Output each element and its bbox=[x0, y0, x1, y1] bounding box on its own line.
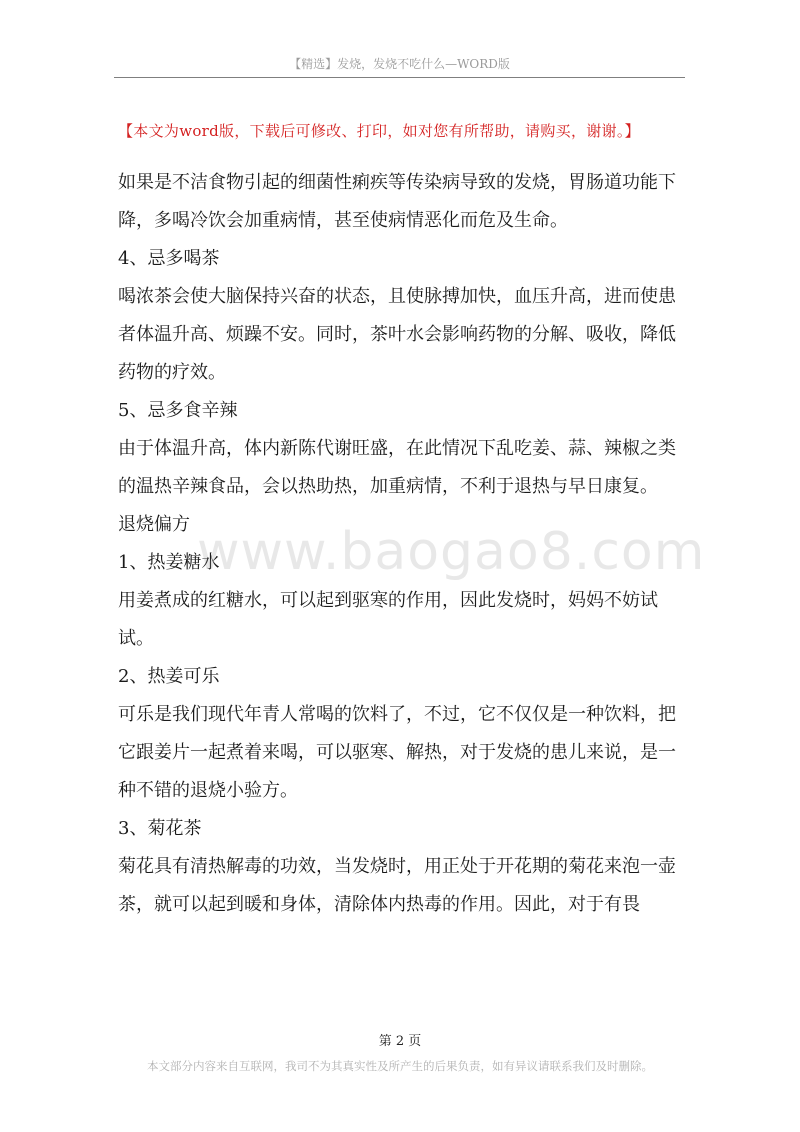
heading-fever-remedies: 退烧偏方 bbox=[118, 514, 190, 535]
heading-avoid-spicy: 5、忌多食辛辣 bbox=[118, 400, 238, 421]
paragraph-ginger-sugar-water: 用姜煮成的红糖水，可以起到驱寒的作用，因此发烧时，妈妈不妨试试。 bbox=[118, 590, 658, 649]
watermark: www.baogao8.com bbox=[197, 522, 706, 582]
paragraph-cold-drinks: 如果是不洁食物引起的细菌性痢疾等传染病导致的发烧，胃肠道功能下降，多喝冷饮会加重病情，甚至使病情恶化而危及生命。 bbox=[118, 172, 676, 231]
heading-ginger-sugar-water: 1、热姜糖水 bbox=[118, 552, 220, 573]
page-number: 第 2 页 bbox=[378, 1034, 422, 1049]
heading-avoid-tea: 4、忌多喝茶 bbox=[118, 248, 220, 269]
page-header: 【精选】发烧，发烧不吃什么—WORD版 bbox=[114, 55, 685, 78]
heading-chrysanthemum-tea: 3、菊花茶 bbox=[118, 818, 202, 839]
paragraph-strong-tea: 喝浓茶会使大脑保持兴奋的状态，且使脉搏加快，血压升高，进而使患者体温升高、烦躁不安。同时，茶叶水会影响药物的分解、吸收，降低药物的疗效。 bbox=[118, 286, 676, 383]
download-notice: 【本文为word版，下载后可修改、打印，如对您有所帮助，请购买，谢谢。】 bbox=[118, 122, 640, 140]
paragraph-chrysanthemum-tea: 菊花具有清热解毒的功效，当发烧时，用正处于开花期的菊花来泡一壶茶，就可以起到暖和身体，清除体内热毒的作用。因此，对于有畏 bbox=[118, 856, 676, 915]
heading-ginger-cola: 2、热姜可乐 bbox=[118, 666, 220, 687]
paragraph-ginger-cola: 可乐是我们现代年青人常喝的饮料了，不过，它不仅仅是一种饮料，把它跟姜片一起煮着来喝，可以驱寒、解热，对于发烧的患儿来说，是一种不错的退烧小验方。 bbox=[118, 704, 676, 801]
footer-disclaimer: 本文部分内容来自互联网，我司不为其真实性及所产生的后果负责，如有异议请联系我们及时删除。 bbox=[147, 1059, 653, 1073]
paragraph-spicy-food: 由于体温升高，体内新陈代谢旺盛，在此情况下乱吃姜、蒜、辣椒之类的温热辛辣食品，会以热助热，加重病情，不利于退热与早日康复。 bbox=[118, 438, 676, 497]
